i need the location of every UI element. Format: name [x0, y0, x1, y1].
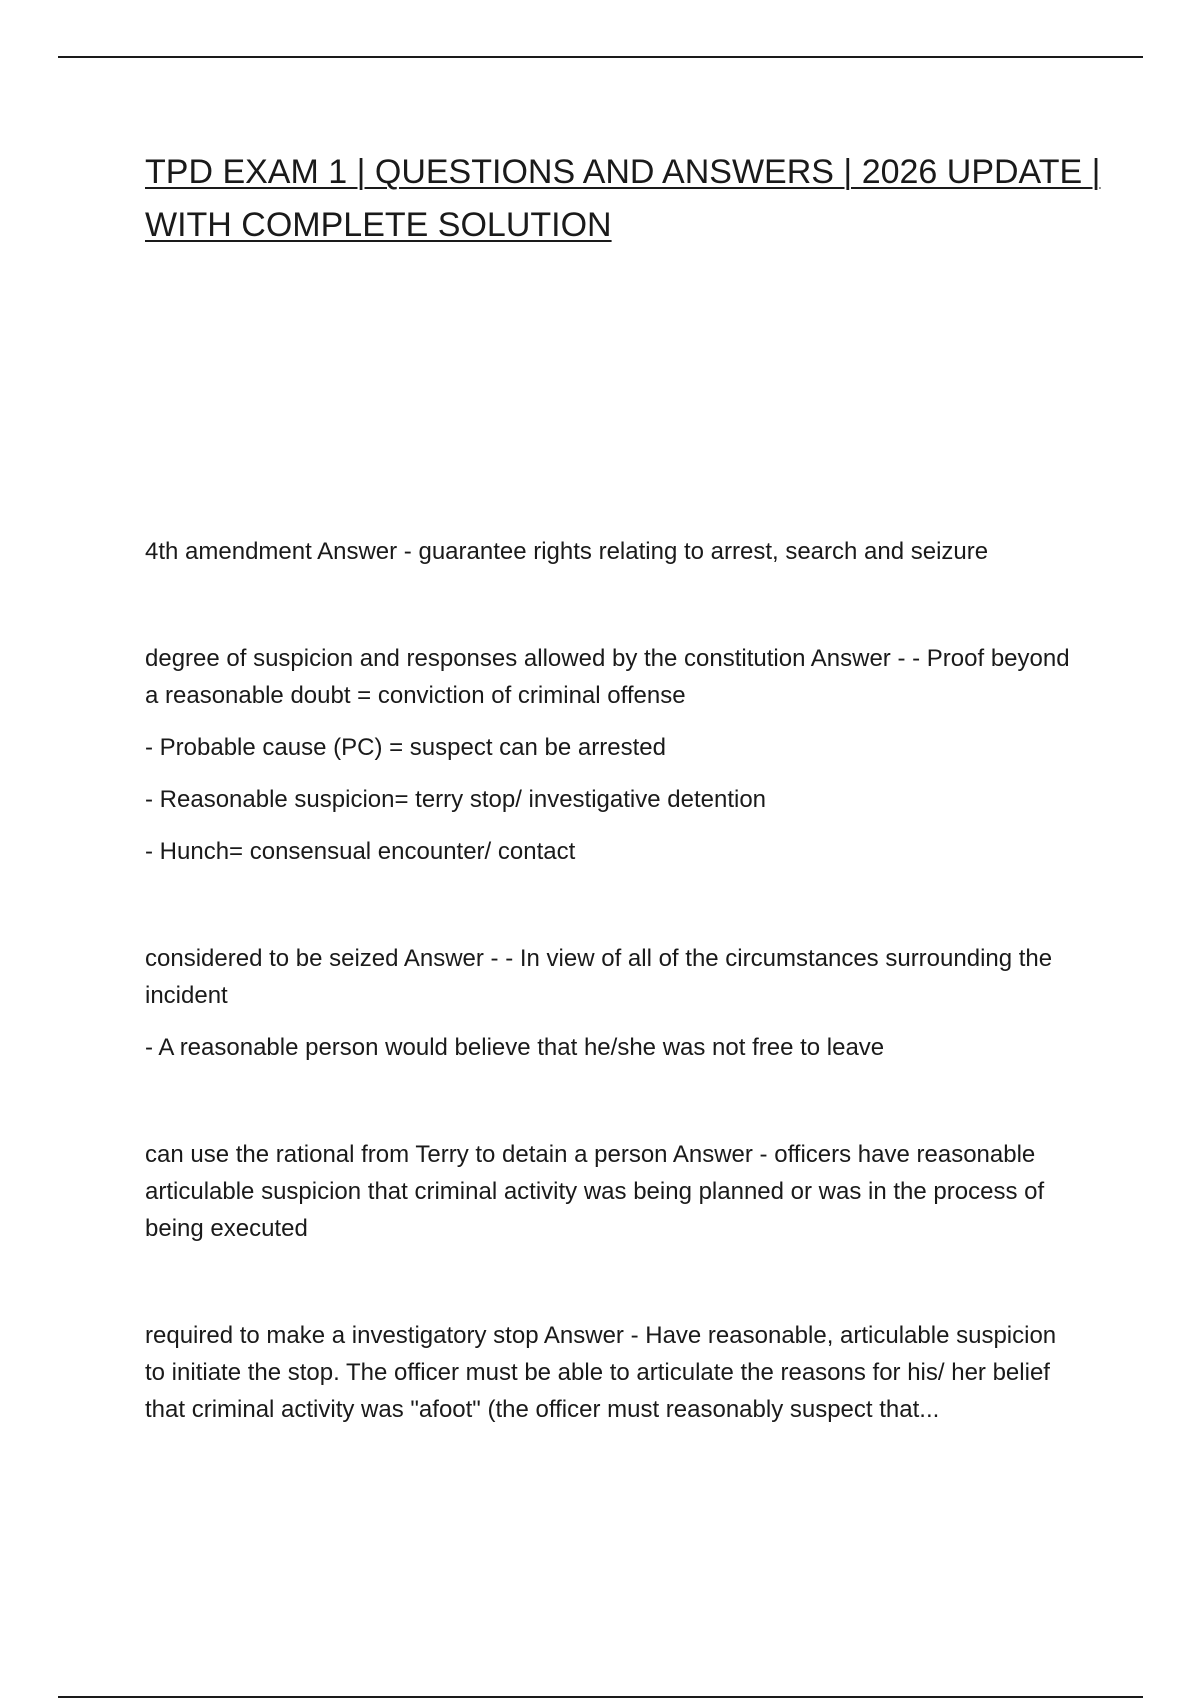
qa-entry-5 [145, 1317, 1075, 1428]
qa-bullet-line: - Reasonable suspicion= terry stop/ investigative detention [145, 786, 767, 813]
qa-bullet-line: - Probable cause (PC) = suspect can be arrested [145, 734, 666, 761]
qa-bullet-line: - A reasonable person would believe that he/she was not free to leave [145, 1034, 885, 1061]
qa-text: considered to be seized Answer - - In view of all of the circumstances surrounding the incident [145, 945, 1053, 1009]
qa-bullet-line: - Hunch= consensual encounter/ contact [145, 838, 576, 865]
qa-entry-4 [145, 1136, 1075, 1247]
qa-list [145, 533, 1075, 1498]
qa-entry-2 [145, 640, 1075, 870]
qa-entry-1 [145, 533, 1075, 570]
qa-text: 4th amendment Answer - guarantee rights relating to arrest, search and seizure [145, 538, 989, 565]
top-divider [58, 56, 1143, 58]
qa-entry-3 [145, 940, 1075, 1066]
qa-text: can use the rational from Terry to detain a person Answer - officers have reasonable articulable suspicion that criminal activity was being planned or was in the process of being executed [145, 1141, 1045, 1242]
document-title: TPD EXAM 1 | QUESTIONS AND ANSWERS | 2026 UPDATE | WITH COMPLETE SOLUTION [145, 153, 1101, 244]
qa-text: required to make a investigatory stop Answer - Have reasonable, articulable suspicion to initiate the stop. The officer must be able to articulate the reasons for his/ her belief that criminal activity was "afoot" (the officer must reasonably suspect that... [145, 1322, 1057, 1423]
qa-text: degree of suspicion and responses allowed by the constitution Answer - - Proof beyond a reasonable doubt = conviction of criminal offense [145, 645, 1070, 709]
bottom-divider [58, 1696, 1143, 1698]
